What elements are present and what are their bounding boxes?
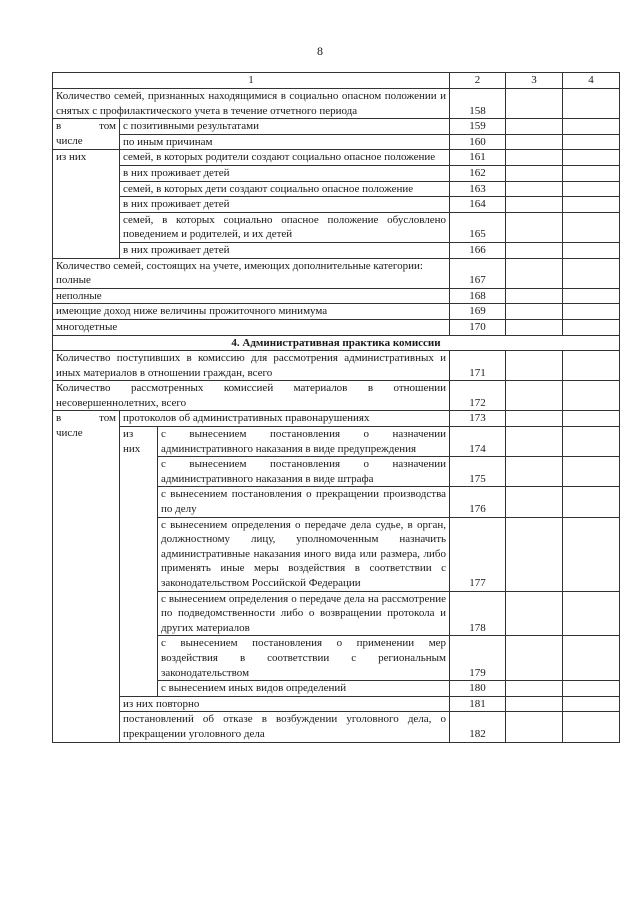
v-tom-chisle-label bbox=[53, 119, 120, 150]
cell-empty bbox=[563, 381, 620, 411]
cell-empty bbox=[506, 212, 563, 242]
row-label-176: с вынесением постановления о прекращении производства по делу bbox=[158, 487, 450, 517]
header-col-1: 1 bbox=[53, 73, 450, 89]
table-row bbox=[53, 242, 620, 258]
cell-empty bbox=[506, 411, 563, 427]
row-label-182: постановлений об отказе в возбуждении уголовного дела, о прекращении уголовного дела bbox=[120, 712, 450, 742]
chisle-label-2: числе bbox=[56, 427, 83, 440]
section-heading-row bbox=[53, 335, 620, 351]
table-row bbox=[53, 134, 620, 150]
row-code-167: 167 bbox=[450, 258, 506, 288]
row-code-173: 173 bbox=[450, 411, 506, 427]
row-code-160: 160 bbox=[450, 134, 506, 150]
table-row bbox=[53, 411, 620, 427]
cell-empty bbox=[563, 197, 620, 213]
row-code-166: 166 bbox=[450, 242, 506, 258]
row-label-164: в них проживает детей bbox=[120, 197, 450, 213]
row-code-180: 180 bbox=[450, 681, 506, 697]
row-label-167 bbox=[53, 258, 450, 288]
cell-empty bbox=[506, 242, 563, 258]
cell-empty bbox=[563, 411, 620, 427]
header-col-3: 3 bbox=[506, 73, 563, 89]
v-tom-chisle-label-2 bbox=[53, 411, 120, 742]
cell-empty bbox=[506, 119, 563, 135]
table-row bbox=[53, 258, 620, 288]
cell-empty bbox=[506, 591, 563, 636]
cell-empty bbox=[563, 517, 620, 591]
cell-empty bbox=[506, 165, 563, 181]
row-code-162: 162 bbox=[450, 165, 506, 181]
cell-empty bbox=[506, 319, 563, 335]
iz-nih-sub-label bbox=[120, 427, 158, 697]
table-row bbox=[53, 381, 620, 411]
table-header-row bbox=[53, 73, 620, 89]
cell-empty bbox=[563, 457, 620, 487]
table-row bbox=[53, 119, 620, 135]
row-label-171: Количество поступивших в комиссию для рассмотрения административных и иных материалов в отношении граждан, всего bbox=[53, 351, 450, 381]
table-row bbox=[53, 197, 620, 213]
cell-empty bbox=[563, 134, 620, 150]
row-label-161: семей, в которых родители создают социально опасное положение bbox=[120, 150, 450, 166]
cell-empty bbox=[563, 351, 620, 381]
cell-empty bbox=[506, 134, 563, 150]
cell-empty bbox=[506, 381, 563, 411]
row-code-175: 175 bbox=[450, 457, 506, 487]
cell-empty bbox=[563, 258, 620, 288]
row-label-177: с вынесением определения о передаче дела судье, в орган, должностному лицу, уполномоченным назначить административные наказания иного вида или размера, либо применять иные меры воздействия в соответствии с законодательством Российской Федерации bbox=[158, 517, 450, 591]
row-label-163: семей, в которых дети создают социально опасное положение bbox=[120, 181, 450, 197]
table-row bbox=[53, 319, 620, 335]
cell-empty bbox=[563, 89, 620, 119]
cell-empty bbox=[563, 304, 620, 320]
table-row bbox=[53, 212, 620, 242]
row-code-163: 163 bbox=[450, 181, 506, 197]
header-col-4: 4 bbox=[563, 73, 620, 89]
cell-empty bbox=[563, 119, 620, 135]
table-row bbox=[53, 696, 620, 712]
row-code-165: 165 bbox=[450, 212, 506, 242]
row-label-173: протоколов об административных правонарушениях bbox=[120, 411, 450, 427]
iz-nih-label: из них bbox=[53, 150, 120, 258]
row-code-177: 177 bbox=[450, 517, 506, 591]
cell-empty bbox=[506, 427, 563, 457]
cell-empty bbox=[563, 181, 620, 197]
cell-empty bbox=[506, 197, 563, 213]
row-code-174: 174 bbox=[450, 427, 506, 457]
row-code-178: 178 bbox=[450, 591, 506, 636]
row-code-169: 169 bbox=[450, 304, 506, 320]
row-code-158: 158 bbox=[450, 89, 506, 119]
row-code-172: 172 bbox=[450, 381, 506, 411]
row-code-181: 181 bbox=[450, 696, 506, 712]
row-label-179: с вынесением постановления о применении мер воздействия в соответствии с региональным законодательством bbox=[158, 636, 450, 681]
cell-empty bbox=[563, 288, 620, 304]
table-row bbox=[53, 165, 620, 181]
cell-empty bbox=[563, 636, 620, 681]
cell-empty bbox=[563, 150, 620, 166]
row-label-165: семей, в которых социально опасное положение обусловлено поведением и родителей, и их детей bbox=[120, 212, 450, 242]
cell-empty bbox=[563, 487, 620, 517]
row-code-168: 168 bbox=[450, 288, 506, 304]
v-tom-label: в том bbox=[56, 120, 116, 133]
cell-empty bbox=[506, 89, 563, 119]
table-row bbox=[53, 304, 620, 320]
table-row bbox=[53, 181, 620, 197]
table-row bbox=[53, 427, 620, 457]
cell-empty bbox=[563, 212, 620, 242]
cell-empty bbox=[563, 165, 620, 181]
nih-label: них bbox=[123, 442, 141, 455]
row-label-180: с вынесением иных видов определений bbox=[158, 681, 450, 697]
cell-empty bbox=[563, 591, 620, 636]
row-code-182: 182 bbox=[450, 712, 506, 742]
cell-empty bbox=[563, 681, 620, 697]
cell-empty bbox=[506, 712, 563, 742]
row-label-172: Количество рассмотренных комиссией материалов в отношении несовершеннолетних, всего bbox=[53, 381, 450, 411]
cell-empty bbox=[506, 288, 563, 304]
cell-empty bbox=[506, 304, 563, 320]
cell-empty bbox=[506, 681, 563, 697]
row-code-170: 170 bbox=[450, 319, 506, 335]
row-code-171: 171 bbox=[450, 351, 506, 381]
cell-empty bbox=[506, 181, 563, 197]
header-col-2: 2 bbox=[450, 73, 506, 89]
row-code-159: 159 bbox=[450, 119, 506, 135]
row-label-178: с вынесением определения о передаче дела на рассмотрение по подведомственности либо о возвращении протокола и других материалов bbox=[158, 591, 450, 636]
cell-empty bbox=[563, 427, 620, 457]
iz-label: из bbox=[123, 428, 134, 441]
cell-empty bbox=[563, 712, 620, 742]
cell-empty bbox=[506, 457, 563, 487]
row-intro-167: Количество семей, состоящих на учете, имеющих дополнительные категории: bbox=[56, 259, 423, 272]
row-text-167: полные bbox=[56, 274, 91, 287]
cell-empty bbox=[506, 487, 563, 517]
row-label-162: в них проживает детей bbox=[120, 165, 450, 181]
table-row bbox=[53, 351, 620, 381]
chisle-label: числе bbox=[56, 134, 83, 147]
row-code-179: 179 bbox=[450, 636, 506, 681]
v-tom-label-2: в том bbox=[56, 412, 116, 425]
cell-empty bbox=[506, 150, 563, 166]
table-row bbox=[53, 712, 620, 742]
cell-empty bbox=[506, 636, 563, 681]
row-label-170: многодетные bbox=[53, 319, 450, 335]
statistics-form-table bbox=[52, 72, 620, 743]
row-code-161: 161 bbox=[450, 150, 506, 166]
table-row bbox=[53, 89, 620, 119]
row-label-169: имеющие доход ниже величины прожиточного минимума bbox=[53, 304, 450, 320]
row-code-176: 176 bbox=[450, 487, 506, 517]
row-label-174: с вынесением постановления о назначении административного наказания в виде предупреждения bbox=[158, 427, 450, 457]
row-label-160: по иным причинам bbox=[120, 134, 450, 150]
cell-empty bbox=[563, 319, 620, 335]
row-label-158: Количество семей, признанных находящимися в социально опасном положении и снятых с профилактического учета в течение отчетного периода bbox=[53, 89, 450, 119]
row-label-166: в них проживает детей bbox=[120, 242, 450, 258]
table-row bbox=[53, 288, 620, 304]
table-row bbox=[53, 150, 620, 166]
row-label-181: из них повторно bbox=[120, 696, 450, 712]
cell-empty bbox=[506, 696, 563, 712]
cell-empty bbox=[506, 517, 563, 591]
cell-empty bbox=[506, 258, 563, 288]
row-code-164: 164 bbox=[450, 197, 506, 213]
cell-empty bbox=[563, 242, 620, 258]
row-label-159: с позитивными результатами bbox=[120, 119, 450, 135]
cell-empty bbox=[506, 351, 563, 381]
page-number: 8 bbox=[317, 44, 323, 58]
cell-empty bbox=[563, 696, 620, 712]
row-label-168: неполные bbox=[53, 288, 450, 304]
section-4-title: 4. Административная практика комиссии bbox=[53, 335, 620, 351]
row-label-175: с вынесением постановления о назначении административного наказания в виде штрафа bbox=[158, 457, 450, 487]
